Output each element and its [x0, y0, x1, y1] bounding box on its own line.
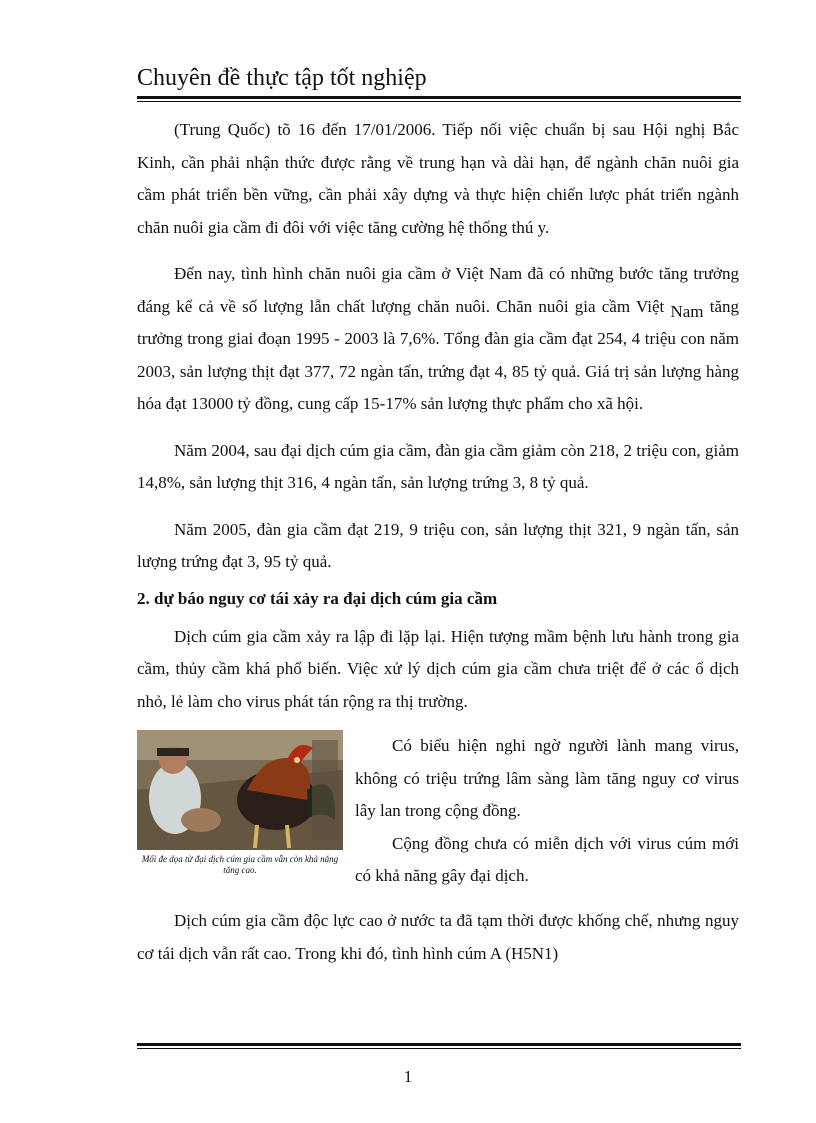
paragraph-2-part-a: Đến nay, tình hình chăn nuôi gia cầm ở Việt Nam đã có những bước tăng trưởng đáng kể cả về số lượng lẫn chất lượng chăn nuôi. Chăn nuôi gia cầm Việt [137, 264, 739, 316]
header-rule-thick [137, 96, 741, 99]
figure-side-text [355, 730, 739, 893]
paragraph-2-part-b: tăng trưởng trong giai đoạn 1995 - 2003 là 7,6%. Tổng đàn gia cầm đạt 254, 4 triệu con năm 2003, sản lượng thịt đạt 377, 72 ngàn tấn, trứng đạt 4, 85 tỷ quả. Giá trị sản lượng hàng hóa đạt 13000 tỷ đồng, cung cấp 15-17% sản lượng thực phẩm cho xã hội. [137, 296, 739, 413]
paragraph-7: Cộng đồng chưa có miễn dịch với virus cúm mới có khả năng gây đại dịch. [355, 833, 739, 885]
footer-rule-thick [137, 1043, 741, 1046]
figure-caption: Mối đe dọa từ đại dịch cúm gia cầm vẫn còn khả năng tăng cao. [141, 854, 339, 875]
figure-row [137, 730, 739, 901]
rooster-photo-illustration [137, 730, 343, 850]
paragraph-3: Năm 2004, sau đại dịch cúm gia cầm, đàn gia cầm giảm còn 218, 2 triệu con, giảm 14,8%, sản lượng thịt 316, 4 ngàn tấn, sản lượng trứng 3, 8 tỷ quả. [137, 440, 739, 492]
rooster-photo [137, 730, 343, 850]
page-header-title: Chuyên đề thực tập tốt nghiệp [137, 65, 427, 91]
paragraph-5: Dịch cúm gia cầm xảy ra lập đi lặp lại. Hiện tượng mầm bệnh lưu hành trong gia cầm, thủy cầm khá phổ biến. Việc xử lý dịch cúm gia cầm chưa triệt để ở các ổ dịch nhỏ, lẻ làm cho virus phát tán rộng ra thị trường. [137, 626, 739, 711]
paragraph-2-subscript: Nam [670, 301, 704, 321]
section-heading: 2. dự báo nguy cơ tái xảy ra đại dịch cúm gia cầm [137, 588, 498, 608]
footer-rule-thin [137, 1048, 741, 1049]
page-number: 1 [403, 1067, 413, 1086]
paragraph-1: (Trung Quốc) tõ 16 đến 17/01/2006. Tiếp nối việc chuẩn bị sau Hội nghị Bắc Kinh, cần phải nhận thức được rằng về trung hạn và dài hạn, để ngành chăn nuôi gia cầm phát triển bền vững, cần phải xây dựng và thực hiện chiến lược phát triển ngành chăn nuôi gia cầm đi đôi với việc tăng cường hệ thống thú y. [137, 120, 739, 237]
paragraph-4: Năm 2005, đàn gia cầm đạt 219, 9 triệu con, sản lượng thịt 321, 9 ngàn tấn, sản lượng trứng đạt 3, 95 tỷ quả. [137, 519, 739, 571]
paragraph-8: Dịch cúm gia cầm độc lực cao ở nước ta đã tạm thời được khống chế, nhưng nguy cơ tái dịch vẫn rất cao. Trong khi đó, tình hình cúm A (H5N1) [137, 911, 739, 963]
document-body [137, 114, 739, 984]
paragraph-6: Có biểu hiện nghi ngờ người lành mang virus, không có triệu trứng lâm sàng làm tăng nguy cơ virus lây lan trong cộng đồng. [355, 736, 739, 820]
figure [137, 730, 343, 876]
paragraph-2 [137, 258, 739, 421]
header-rule-thin [137, 101, 741, 102]
